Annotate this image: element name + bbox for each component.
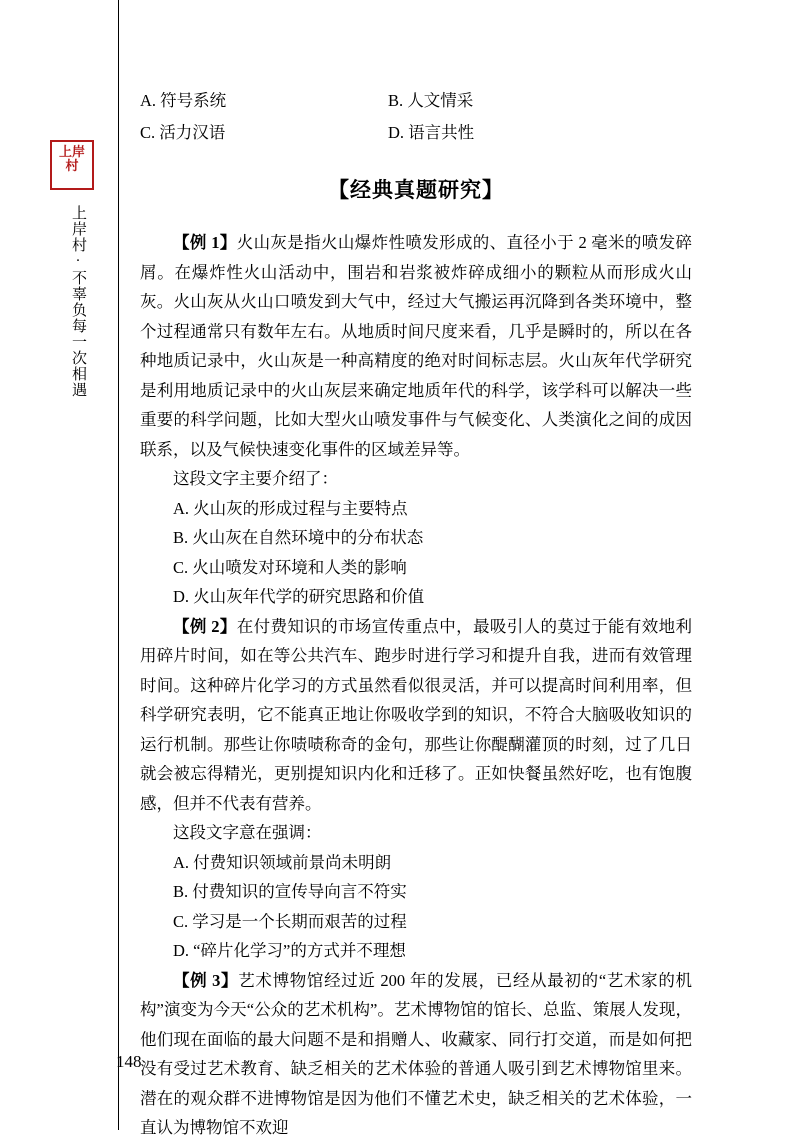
example-question: 这段文字意在强调： [173, 823, 322, 842]
seal-line-2: 村 [65, 158, 79, 173]
example-passage [140, 612, 692, 819]
example-passage [140, 228, 692, 464]
example-choice: A. 付费知识领域前景尚未明朗 [173, 852, 392, 872]
example-choice: B. 付费知识的宣传导向言不符实 [173, 882, 407, 901]
vertical-brand-text: 上岸村·不辜负每一次相遇 [70, 205, 86, 398]
example-question: 这段文字主要介绍了： [173, 469, 338, 488]
example-choice: D. “碎片化学习”的方式并不理想 [173, 941, 406, 960]
option-a: A. 符号系统 [140, 91, 227, 110]
section-heading: 【经典真题研究】 [328, 178, 504, 202]
example-passage-text: 艺术博物馆经过近 200 年的发展，已经从最初的“艺术家的机构”演变为今天“公众的艺术机构”。艺术博物馆的馆长、总监、策展人发现，他们现在面临的最大问题不是和捐赠人、收藏家、同行打交道，而是如何把没有受过艺术教育、缺乏相关的艺术体验的普通人吸引到艺术博物馆里来。潜在的观众群不进博物馆是因为他们不懂艺术史，缺乏相关的艺术体验，一直认为博物馆不欢迎 [140, 970, 693, 1137]
option-c: C. 活力汉语 [140, 123, 226, 142]
example-label: 【例 3】 [173, 970, 239, 990]
example-passage-text: 火山灰是指火山爆炸性喷发形成的、直径小于 2 毫米的喷发碎屑。在爆炸性火山活动中，围岩和岩浆被炸碎成细小的颗粒从而形成火山灰。火山灰从火山口喷发到大气中，经过大气搬运再沉降到各类环境中，整个过程通常只有数年左右。从地质时间尺度来看，几乎是瞬时的，所以在各种地质记录中，火山灰是一种高精度的绝对时间标志层。火山灰年代学研究是利用地质记录中的火山灰层来确定地质年代的科学，该学科可以解决一些重要的科学问题，比如大型火山喷发事件与气候变化、人类演化之间的成因联系，以及气候快速变化事件的区域差异等。 [140, 233, 693, 459]
page-content [140, 86, 692, 1143]
example-choice: B. 火山灰在自然环境中的分布状态 [173, 528, 424, 547]
example-label: 【例 2】 [173, 616, 237, 636]
example-choice: C. 火山喷发对环境和人类的影响 [173, 557, 407, 577]
publisher-seal-icon [50, 140, 94, 190]
example-passage [140, 966, 692, 1143]
example-passage-text: 在付费知识的市场宣传重点中，最吸引人的莫过于能有效地利用碎片时间，如在等公共汽车、跑步时进行学习和提升自我，进而有效管理时间。这种碎片化学习的方式虽然看似很灵活，并可以提高时间利用率，但科学研究表明，它不能真正地让你吸收学到的知识，不符合大脑吸收知识的运行机制。那些让你啧啧称奇的金句，那些让你醍醐灌顶的时刻，过了几日就会被忘得精光，更别提知识内化和迁移了。正如快餐虽然好吃，也有饱腹感，但并不代表有营养。 [140, 616, 692, 813]
margin-rule [118, 0, 119, 1130]
option-row [140, 118, 692, 148]
seal-line-1: 上岸 [58, 144, 85, 159]
example-choice: C. 学习是一个长期而艰苦的过程 [173, 911, 407, 931]
option-row [140, 86, 692, 116]
example-choice: A. 火山灰的形成过程与主要特点 [173, 498, 408, 518]
example-label: 【例 1】 [173, 233, 237, 252]
option-d: D. 语言共性 [388, 123, 475, 142]
page-number: 148 [116, 1052, 142, 1071]
example-choice: D. 火山灰年代学的研究思路和价值 [173, 587, 425, 606]
option-b: B. 人文情采 [388, 91, 474, 110]
